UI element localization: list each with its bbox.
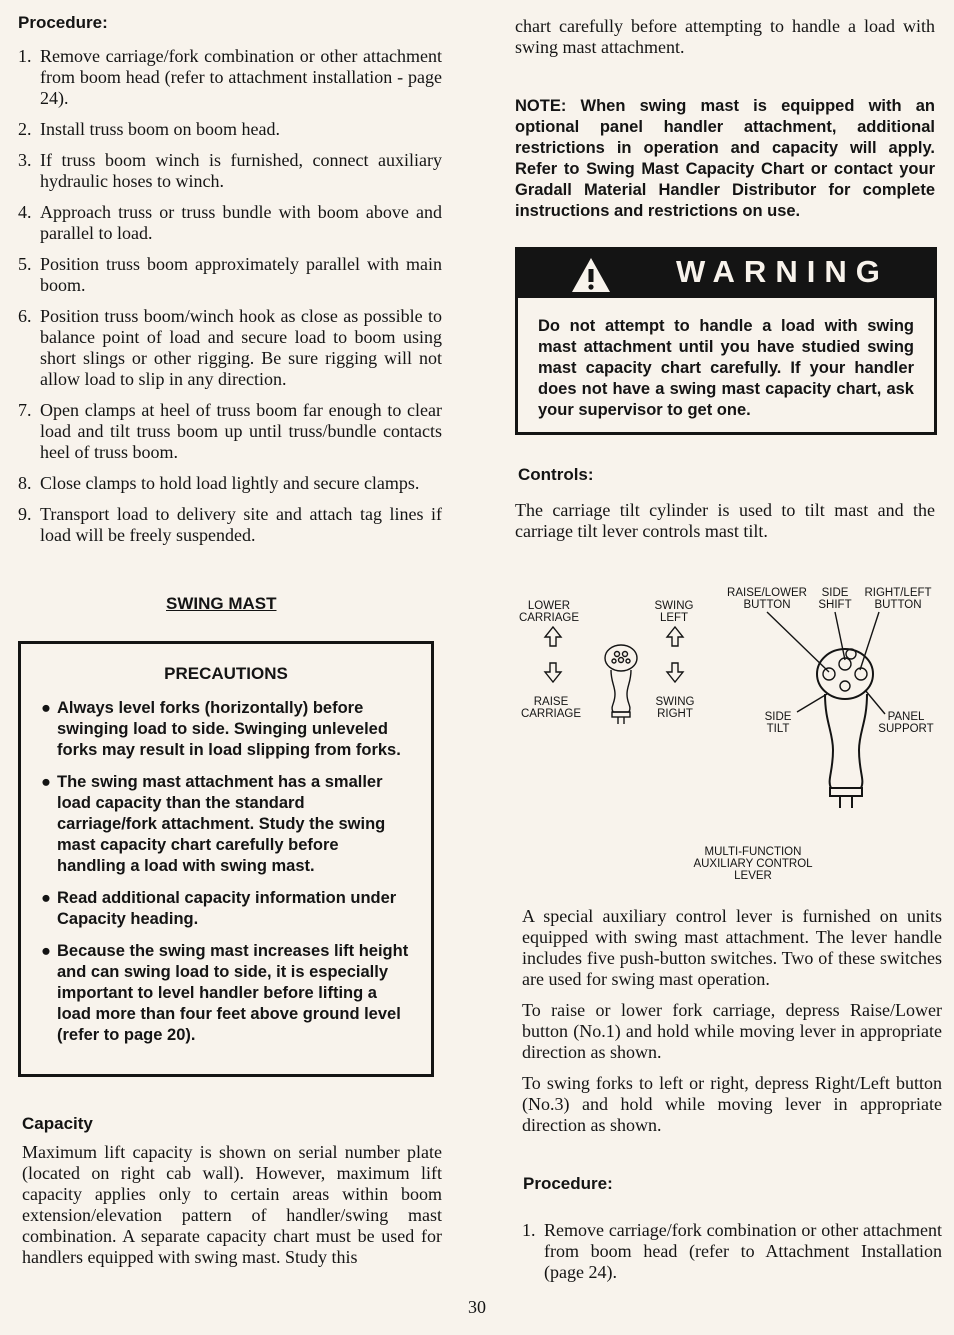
warning-triangle-icon [570, 256, 612, 294]
list-item: 1. Remove carriage/fork combination or other attachment from boom head (refer to attachment installation - page 24). [18, 46, 442, 108]
bullet-icon: ● [41, 889, 51, 907]
label-lower-carriage: LOWER CARRIAGE [518, 600, 580, 624]
precautions-box [18, 641, 434, 1077]
list-item: 2. Install truss boom on boom head. [18, 119, 280, 139]
warning-text: Do not attempt to handle a load with swing mast attachment until you have studied swing mast capacity chart carefully. If your handler does not have a swing mast capacity chart, ask your supervisor to get one. [538, 317, 914, 419]
list-item: 3. If truss boom winch is furnished, connect auxiliary hydraulic hoses to winch. [18, 150, 442, 191]
warning-box [515, 247, 937, 435]
control-lever-diagram [515, 582, 937, 882]
list-item: 5. Position truss boom approximately parallel with main boom. [18, 254, 442, 295]
paragraph: To swing forks to left or right, depress Right/Left button (No.3) and hold while moving lever in appropriate direction as shown. [522, 1073, 942, 1135]
arrow-up-icon [545, 627, 561, 646]
procedure-heading: Procedure: [18, 13, 108, 32]
continued-text: chart carefully before attempting to handle a load with swing mast attachment. [515, 16, 935, 57]
list-item: 8. Close clamps to hold load lightly and secure clamps. [18, 473, 420, 493]
label-side-shift: SIDE SHIFT [818, 587, 852, 611]
swing-mast-title: SWING MAST [166, 594, 277, 613]
arrow-up-icon [667, 627, 683, 646]
note-text: NOTE: When swing mast is equipped with an optional panel handler attachment, additional restrictions in operation and capacity will apply. Refer to Swing Mast Capacity Chart or contact your Gradall Material Handler Distributor for complete instructions and restrictions on use. [515, 97, 935, 220]
page-number: 30 [468, 1297, 486, 1317]
controls-heading: Controls: [518, 465, 594, 484]
procedure-heading-right: Procedure: [523, 1174, 613, 1193]
procedure-steps-right [522, 1220, 942, 1293]
list-item: 7. Open clamps at heel of truss boom far enough to clear load and tilt truss boom up until truss/bundle contacts heel of truss boom. [18, 400, 442, 462]
list-item: 6. Position truss boom/winch hook as close as possible to balance point of load and secure load to boom using short slings or other rigging. Be sure rigging will not allow load to slip in any direction. [18, 306, 442, 389]
warning-title: WARNING [676, 254, 889, 289]
list-item: ● The swing mast attachment has a smaller load capacity than the standard carriage/fork attachment. Study the swing mast capacity chart carefully before handling a load with swing mast. [41, 773, 386, 875]
list-item: 1. Remove carriage/fork combination or other attachment from boom head (refer to Attachment Installation (page 24). [522, 1220, 942, 1282]
paragraph: To raise or lower fork carriage, depress Raise/Lower button (No.1) and hold while moving lever in appropriate direction as shown. [522, 1000, 942, 1062]
warning-header [518, 250, 934, 298]
precautions-title: PRECAUTIONS [164, 664, 288, 683]
bullet-icon: ● [41, 773, 51, 791]
controls-text: The carriage tilt cylinder is used to tilt mast and the carriage tilt lever controls mast tilt. [515, 500, 935, 541]
list-item: 4. Approach truss or truss bundle with boom above and parallel to load. [18, 202, 442, 243]
label-raise-lower-button: RAISE/LOWER BUTTON [727, 587, 807, 611]
precautions-list [21, 698, 431, 1046]
lever-illustration [515, 582, 937, 882]
arrow-down-icon [545, 663, 561, 682]
paragraph: A special auxiliary control lever is furnished on units equipped with swing mast attachment. The lever handle includes five push-button switches. Two of these switches are used for swing mast operation. [522, 906, 942, 989]
label-swing-right: SWING RIGHT [655, 696, 695, 720]
list-item: ● Because the swing mast increases lift height and can swing load to side, it is especially important to level handler before lifting a load more than four feet above ground level (refer to page 20). [41, 942, 409, 1044]
list-item: ● Read additional capacity information under Capacity heading. [41, 889, 397, 928]
label-right-left-button: RIGHT/LEFT BUTTON [864, 587, 932, 611]
label-multi-function: MULTI-FUNCTION AUXILIARY CONTROL LEVER [693, 846, 813, 882]
label-raise-carriage: RAISE CARRIAGE [520, 696, 582, 720]
list-item: 9. Transport load to delivery site and attach tag lines if load will be freely suspended. [18, 504, 442, 545]
capacity-heading: Capacity [22, 1114, 93, 1133]
bullet-icon: ● [41, 942, 51, 960]
label-swing-left: SWING LEFT [654, 600, 694, 624]
bullet-icon: ● [41, 699, 51, 717]
label-panel-support: PANEL SUPPORT [878, 711, 934, 735]
capacity-text: Maximum lift capacity is shown on serial number plate (located on right cab wall). However, maximum lift capacity applies only to certain areas within boom extension/elevation pattern of handler/swing mast combination. A separate capacity chart must be used for handlers equipped with swing mast. Study this [22, 1142, 442, 1267]
label-side-tilt: SIDE TILT [764, 711, 792, 735]
procedure-steps [18, 46, 442, 556]
list-item: ● Always level forks (horizontally) before swinging load to side. Swinging unleveled forks may result in load slipping from forks. [41, 699, 401, 759]
arrow-down-icon [667, 663, 683, 682]
